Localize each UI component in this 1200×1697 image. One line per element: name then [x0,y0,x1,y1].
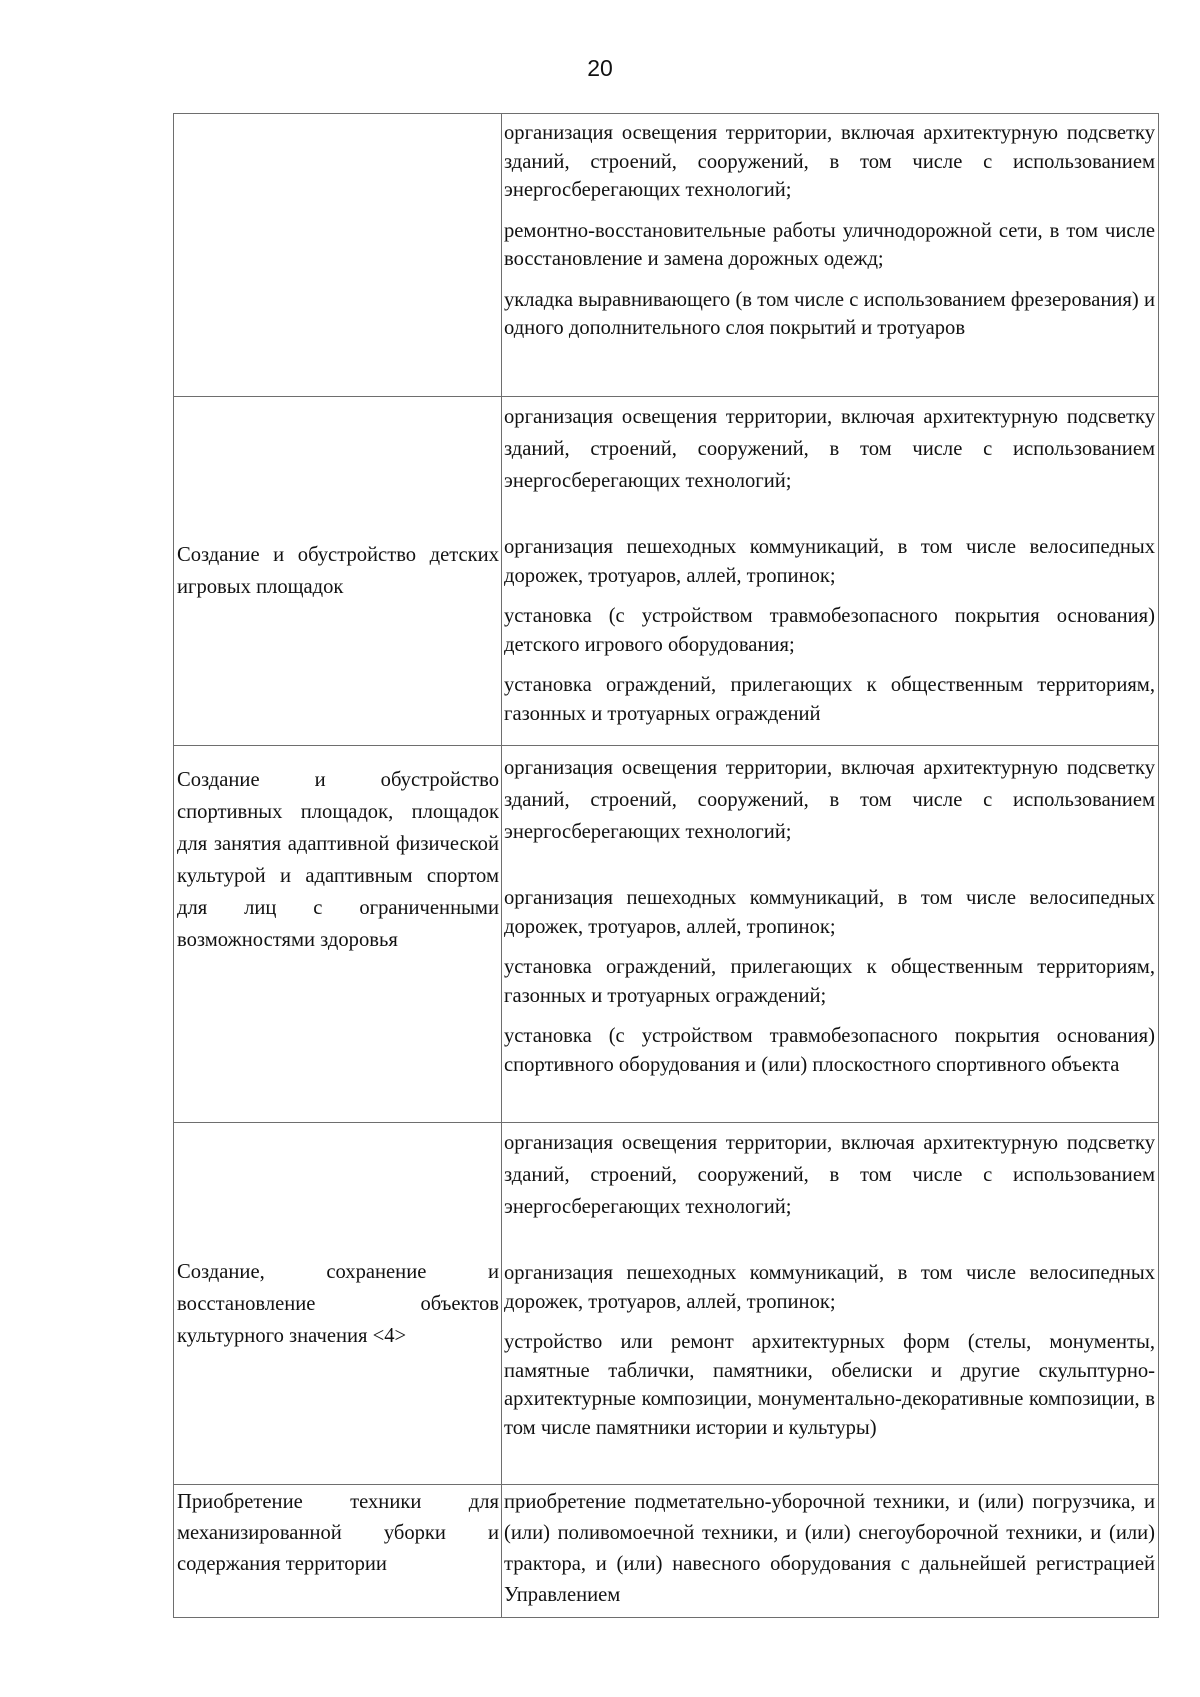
category-cell [174,746,502,1123]
category-cell [174,114,502,397]
category-text: Создание и обустройство детских игровых площадок [177,544,499,598]
table-row [174,1123,1159,1485]
table-row [174,114,1159,397]
page-number: 20 [587,55,613,81]
activity-item: ремонтно-восстановительные работы уличнодорожной сети, в том числе восстановление и замена дорожных одежд; [504,219,1155,270]
activity-item: установка (с устройством травмобезопасного покрытия основания) спортивного оборудования и (или) плоскостного спортивного объекта [504,1025,1155,1076]
activity-item: организация освещения территории, включая архитектурную подсветку зданий, строений, сооружений, в том числе с использованием энергосберегающих технологий; [504,406,1155,492]
category-cell [174,397,502,746]
category-cell [174,1485,502,1618]
category-text: Создание, сохранение и восстановление объектов культурного значения <4> [177,1260,499,1347]
activity-item: установка ограждений, прилегающих к общественным территориям, газонных и тротуарных ограждений; [504,956,1155,1007]
activity-item: установка (с устройством травмобезопасного покрытия основания) детского игрового оборудования; [504,605,1155,656]
activity-item: установка ограждений, прилегающих к общественным территориям, газонных и тротуарных ограждений [504,674,1155,725]
activity-item: организация освещения территории, включая архитектурную подсветку зданий, строений, сооружений, в том числе с использованием энергосберегающих технологий; [504,757,1155,843]
table-row [174,397,1159,746]
table-row [174,746,1159,1123]
activities-cell [502,1485,1159,1618]
activity-item: приобретение подметательно-уборочной техники, и (или) погрузчика, и (или) поливомоечной техники, и (или) снегоуборочной техники, и (или) трактора, и (или) навесного оборудования с дальнейшей регистрацией Управлением [504,1491,1155,1606]
table-row [174,1485,1159,1618]
activity-item: организация пешеходных коммуникаций, в том числе велосипедных дорожек, тротуаров, аллей, тропинок; [504,536,1155,587]
measures-table [173,113,1159,1618]
activity-item: укладка выравнивающего (в том числе с использованием фрезерования) и одного дополнительного слоя покрытий и тротуаров [504,288,1155,339]
activity-item: организация освещения территории, включая архитектурную подсветку зданий, строений, сооружений, в том числе с использованием энергосберегающих технологий; [504,122,1155,201]
activity-item: устройство или ремонт архитектурных форм (стелы, монументы, памятные таблички, памятники, обелиски и другие скульптурно-архитектурные композиции, монументально-декоративные композиции, в том числе памятники истории и культуры) [504,1331,1155,1439]
activities-cell [502,1123,1159,1485]
activities-cell [502,746,1159,1123]
activity-item: организация пешеходных коммуникаций, в том числе велосипедных дорожек, тротуаров, аллей, тропинок; [504,1262,1155,1313]
activities-cell [502,397,1159,746]
activity-item: организация пешеходных коммуникаций, в том числе велосипедных дорожек, тротуаров, аллей, тропинок; [504,887,1155,938]
category-cell [174,1123,502,1485]
category-text: Создание и обустройство спортивных площадок, площадок для занятия адаптивной физической культурой и адаптивным спортом для лиц с ограниченными возможностями здоровья [177,769,499,951]
category-text: Приобретение техники для механизированной уборки и содержания территории [177,1491,499,1575]
activities-cell [502,114,1159,397]
activity-item: организация освещения территории, включая архитектурную подсветку зданий, строений, сооружений, в том числе с использованием энергосберегающих технологий; [504,1132,1155,1218]
